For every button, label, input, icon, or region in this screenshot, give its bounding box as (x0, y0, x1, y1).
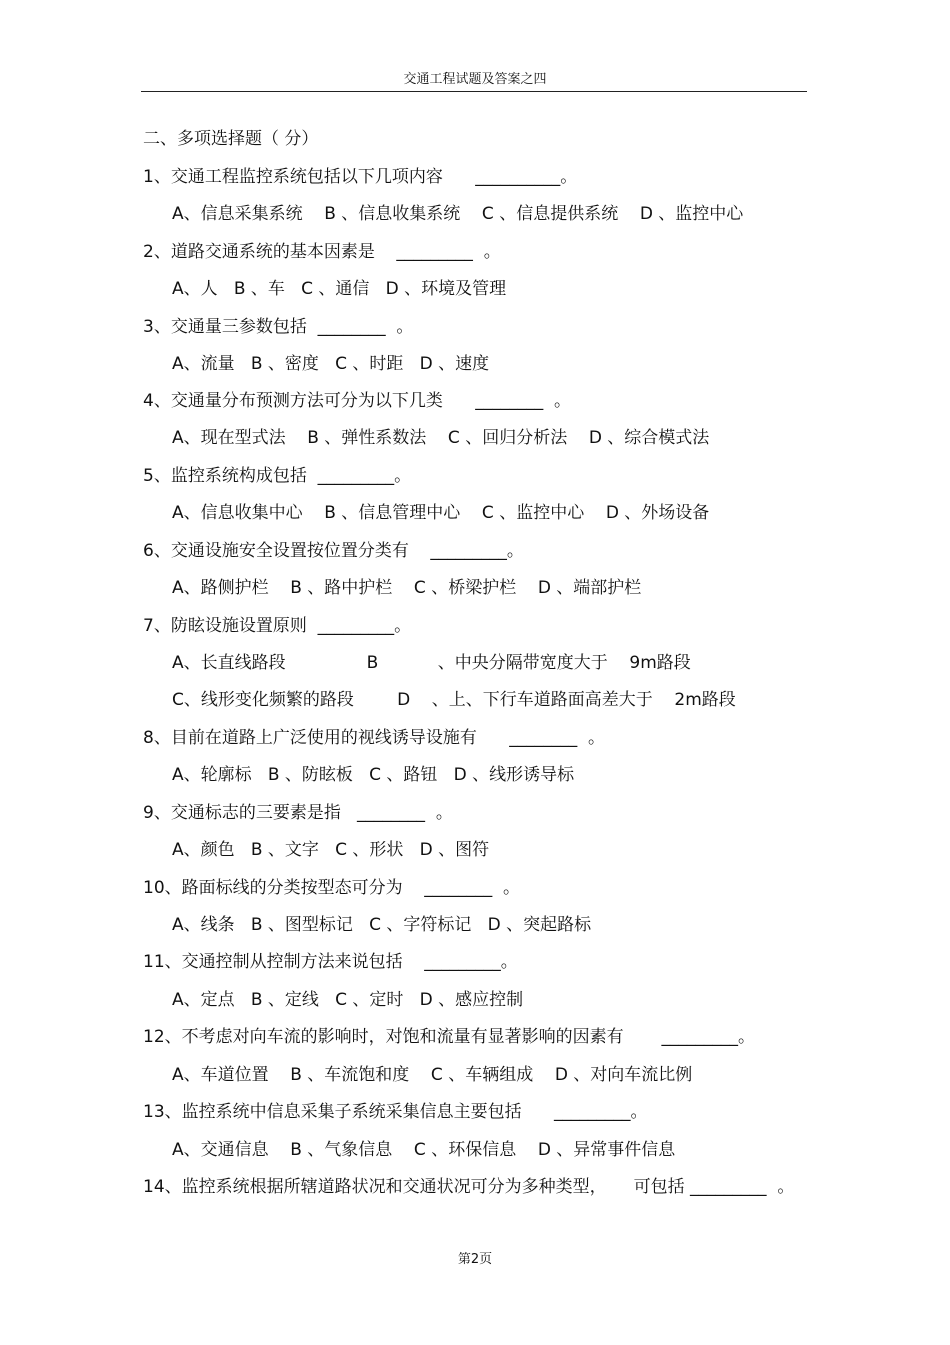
question-2: 2、道路交通系统的基本因素是 _________ 。 (143, 242, 501, 262)
options-12: A、车道位置 B 、车流饱和度 C 、车辆组成 D 、对向车流比例 (172, 1065, 693, 1085)
question-6: 6、交通设施安全设置按位置分类有 _________。 (143, 541, 524, 561)
question-3: 3、交通量三参数包括 ________ 。 (143, 317, 414, 337)
options-10: A、线条 B 、图型标记 C 、字符标记 D 、突起路标 (172, 915, 592, 935)
options-2: A、人 B 、车 C 、通信 D 、环境及管理 (172, 279, 507, 299)
options-3: A、流量 B 、密度 C 、时距 D 、速度 (172, 354, 490, 374)
question-8: 8、目前在道路上广泛使用的视线诱导设施有 ________ 。 (143, 728, 606, 748)
question-9: 9、交通标志的三要素是指 ________ 。 (143, 803, 453, 823)
section-title: 二、多项选择题（ 分） (143, 129, 319, 149)
header-rule (141, 91, 807, 92)
question-4: 4、交通量分布预测方法可分为以下几类 ________ 。 (143, 391, 572, 411)
question-11: 11、交通控制从控制方法来说包括 _________。 (143, 952, 518, 972)
options-8: A、轮廓标 B 、防眩板 C 、路钮 D 、线形诱导标 (172, 765, 575, 785)
options-11: A、定点 B 、定线 C 、定时 D 、感应控制 (172, 990, 524, 1010)
page-header-title: 交通工程试题及答案之四 (403, 72, 547, 87)
options-1: A、信息采集系统 B 、信息收集系统 C 、信息提供系统 D 、监控中心 (172, 204, 744, 224)
options-4: A、现在型式法 B 、弹性系数法 C 、回归分析法 D 、综合模式法 (172, 428, 710, 448)
question-12: 12、不考虑对向车流的影响时，对饱和流量有显著影响的因素有 _________。 (143, 1027, 755, 1047)
options-7a: A、长直线路段 B 、中央分隔带宽度大于 9m路段 (172, 653, 691, 673)
question-13: 13、监控系统中信息采集子系统采集信息主要包括 _________。 (143, 1102, 648, 1122)
options-6: A、路侧护栏 B 、路中护栏 C 、桥梁护栏 D 、端部护栏 (172, 578, 642, 598)
options-7b: C、线形变化频繁的路段 D 、上、下行车道路面高差大于 2m路段 (172, 690, 736, 710)
options-5: A、信息收集中心 B 、信息管理中心 C 、监控中心 D 、外场设备 (172, 503, 710, 523)
question-7: 7、防眩设施设置原则 _________。 (143, 616, 412, 636)
question-14: 14、监控系统根据所辖道路状况和交通状况可分为多种类型， 可包括 _________ 。 (143, 1177, 795, 1197)
options-13: A、交通信息 B 、气象信息 C 、环保信息 D 、异常事件信息 (172, 1140, 676, 1160)
question-5: 5、监控系统构成包括 _________。 (143, 466, 412, 486)
question-10: 10、路面标线的分类按型态可分为 ________ 。 (143, 878, 521, 898)
page-number: 第2页 (457, 1252, 493, 1267)
question-1: 1、交通工程监控系统包括以下几项内容 __________。 (143, 167, 578, 187)
options-9: A、颜色 B 、文字 C 、形状 D 、图符 (172, 840, 490, 860)
